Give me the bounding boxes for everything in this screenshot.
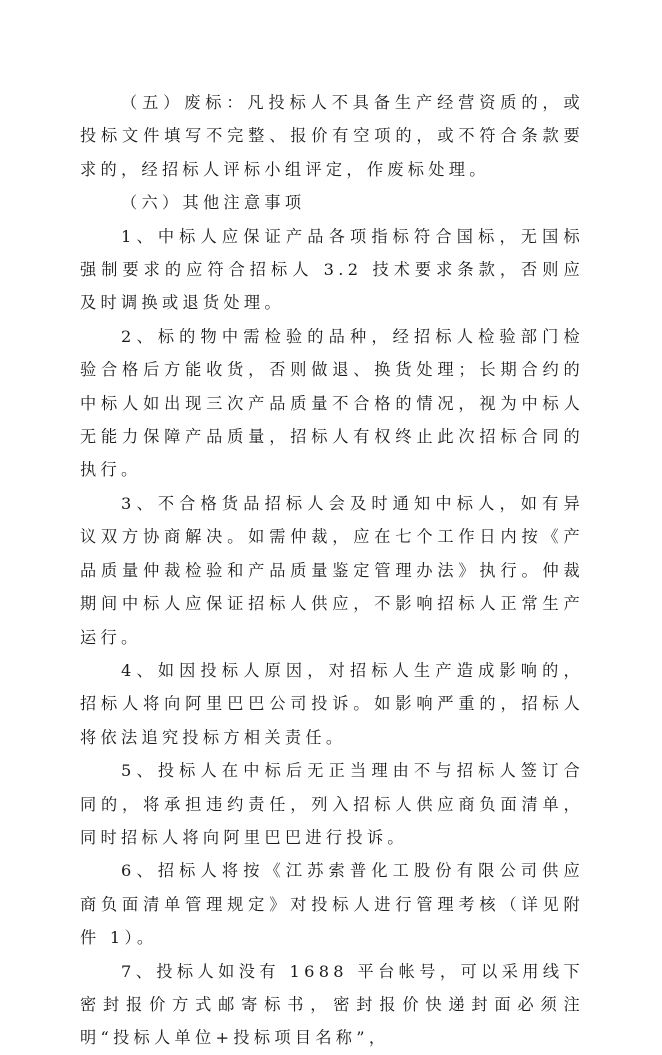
paragraph-5-invalid-bid: （五）废标：凡投标人不具备生产经营资质的，或投标文件填写不完整、报价有空项的，或不符合条款要求的，经招标人评标小组评定，作废标处理。 [80,93,584,179]
paragraph-note-4: 4、如因投标人原因，对招标人生产造成影响的，招标人将向阿里巴巴公司投诉。如影响严重的，招标人将依法追究投标方相关责任。 [80,660,584,747]
paragraph-note-2: 2、标的物中需检验的品种，经招标人检验部门检验合格后方能收货，否则做退、换货处理；长期合约的中标人如出现三次产品质量不合格的情况，视为中标人无能力保障产品质量，招标人有权终止此次招标合同的执行。 [80,326,584,480]
document-page [80,86,584,1055]
heading-6-other-notes: （六）其他注意事项 [121,193,306,213]
paragraph-note-7: 7、投标人如没有 1688 平台帐号，可以采用线下密封报价方式邮寄标书，密封报价快递封面必须注明“投标人单位+投标项目名称”， [80,961,584,1048]
paragraph-note-5: 5、投标人在中标后无正当理由不与招标人签订合同的，将承担违约责任，列入招标人供应商负面清单，同时招标人将向阿里巴巴进行投诉。 [80,761,584,847]
paragraph-note-3: 3、不合格货品招标人会及时通知中标人，如有异议双方协商解决。如需仲裁，应在七个工作日内按《产品质量仲裁检验和产品质量鉴定管理办法》执行。仲裁期间中标人应保证招标人供应，不影响招标人正常生产运行。 [80,493,584,647]
paragraph-note-6: 6、招标人将按《江苏索普化工股份有限公司供应商负面清单管理规定》对投标人进行管理考核（详见附件 1）。 [80,861,584,948]
paragraph-note-1: 1、中标人应保证产品各项指标符合国标，无国标强制要求的应符合招标人 3.2 技术要求条款，否则应及时调换或退货处理。 [80,226,584,313]
